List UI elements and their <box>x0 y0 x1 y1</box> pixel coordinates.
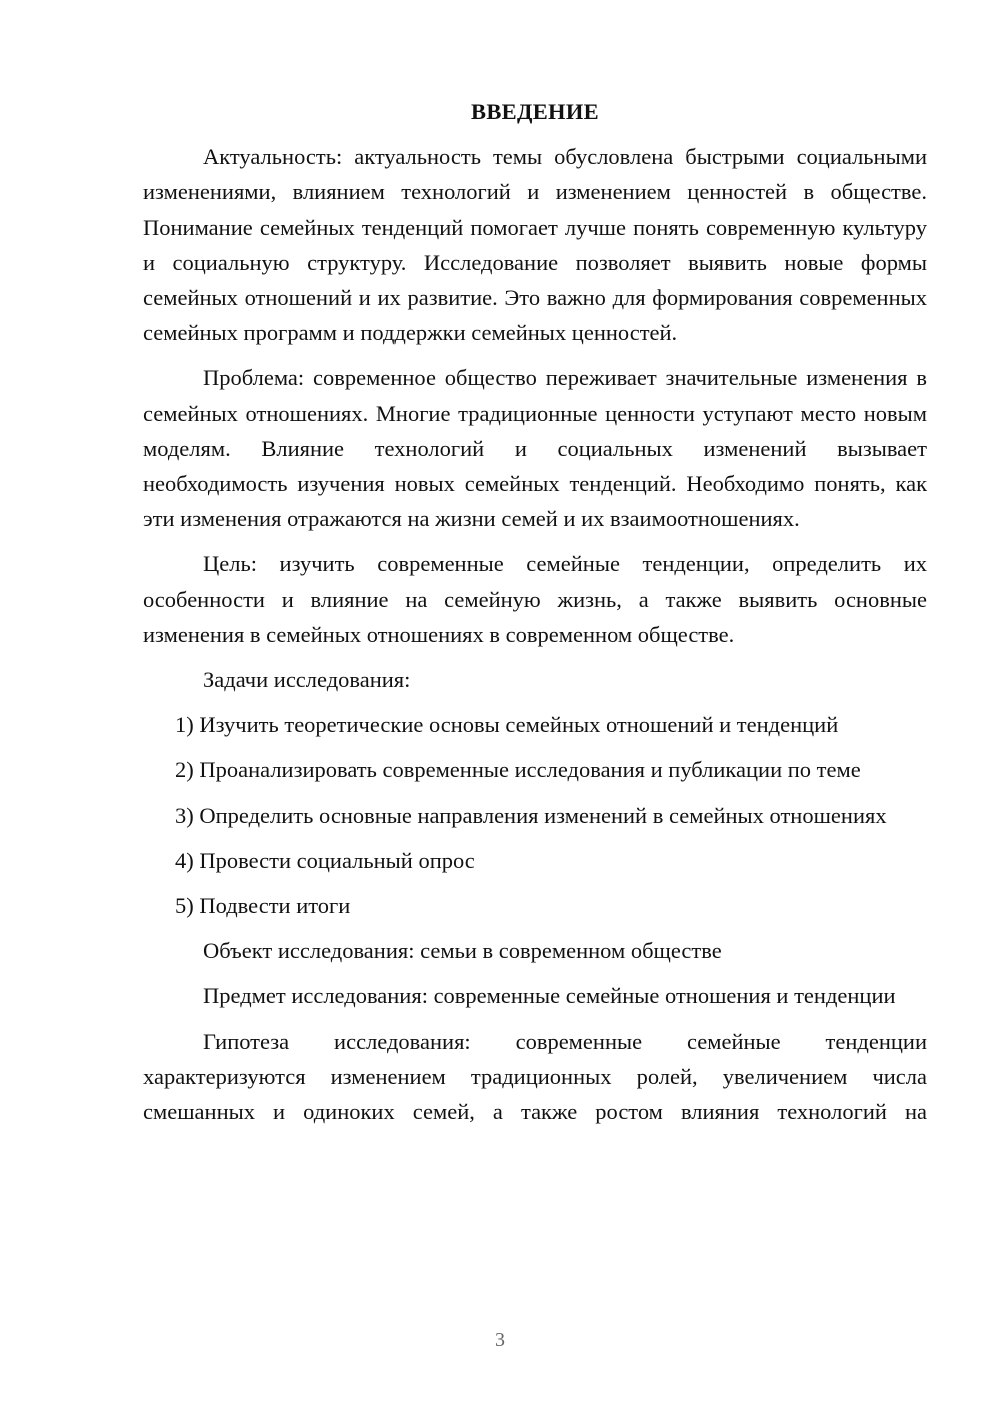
task-item: 1) Изучить теоретические основы семейных отношений и тенденций <box>175 712 839 738</box>
subject-paragraph: Предмет исследования: современные семейные отношения и тенденции <box>203 983 896 1009</box>
page-number: 3 <box>495 1329 505 1351</box>
task-item: 3) Определить основные направления изменений в семейных отношениях <box>175 802 887 828</box>
task-item: 5) Подвести итоги <box>175 893 351 919</box>
task-item: 2) Проанализировать современные исследования и публикации по теме <box>175 757 861 783</box>
hypothesis-paragraph: Гипотеза исследования: современные семейные тенденции характеризуются изменением традиционных ролей, увеличением числа смешанных и одиноких семей, а также ростом влияния технологий на <box>143 1028 927 1125</box>
relevance-paragraph: Актуальность: актуальность темы обусловлена быстрыми социальными изменениями, влиянием технологий и изменением ценностей в обществе. Понимание семейных тенденций помогает лучше понять современную культуру и социальную структуру. Исследование позволяет выявить новые формы семейных отношений и их развитие. Это важно для формирования современных семейных программ и поддержки семейных ценностей. <box>143 144 927 346</box>
tasks-heading: Задачи исследования: <box>203 667 411 693</box>
task-item: 4) Провести социальный опрос <box>175 847 475 873</box>
problem-paragraph: Проблема: современное общество переживает значительные изменения в семейных отношениях. Многие традиционные ценности уступают место новым моделям. Влияние технологий и социальных изменений вызывает необходимость изучения новых семейных тенденций. Необходимо понять, как эти изменения отражаются на жизни семей и их взаимоотношениях. <box>143 365 927 532</box>
object-paragraph: Объект исследования: семьи в современном обществе <box>203 938 722 964</box>
goal-paragraph: Цель: изучить современные семейные тенденции, определить их особенности и влияние на семейную жизнь, а также выявить основные изменения в семейных отношениях в современном обществе. <box>143 551 927 647</box>
page-body <box>143 94 927 1139</box>
section-title: ВВЕДЕНИЕ <box>471 99 599 124</box>
